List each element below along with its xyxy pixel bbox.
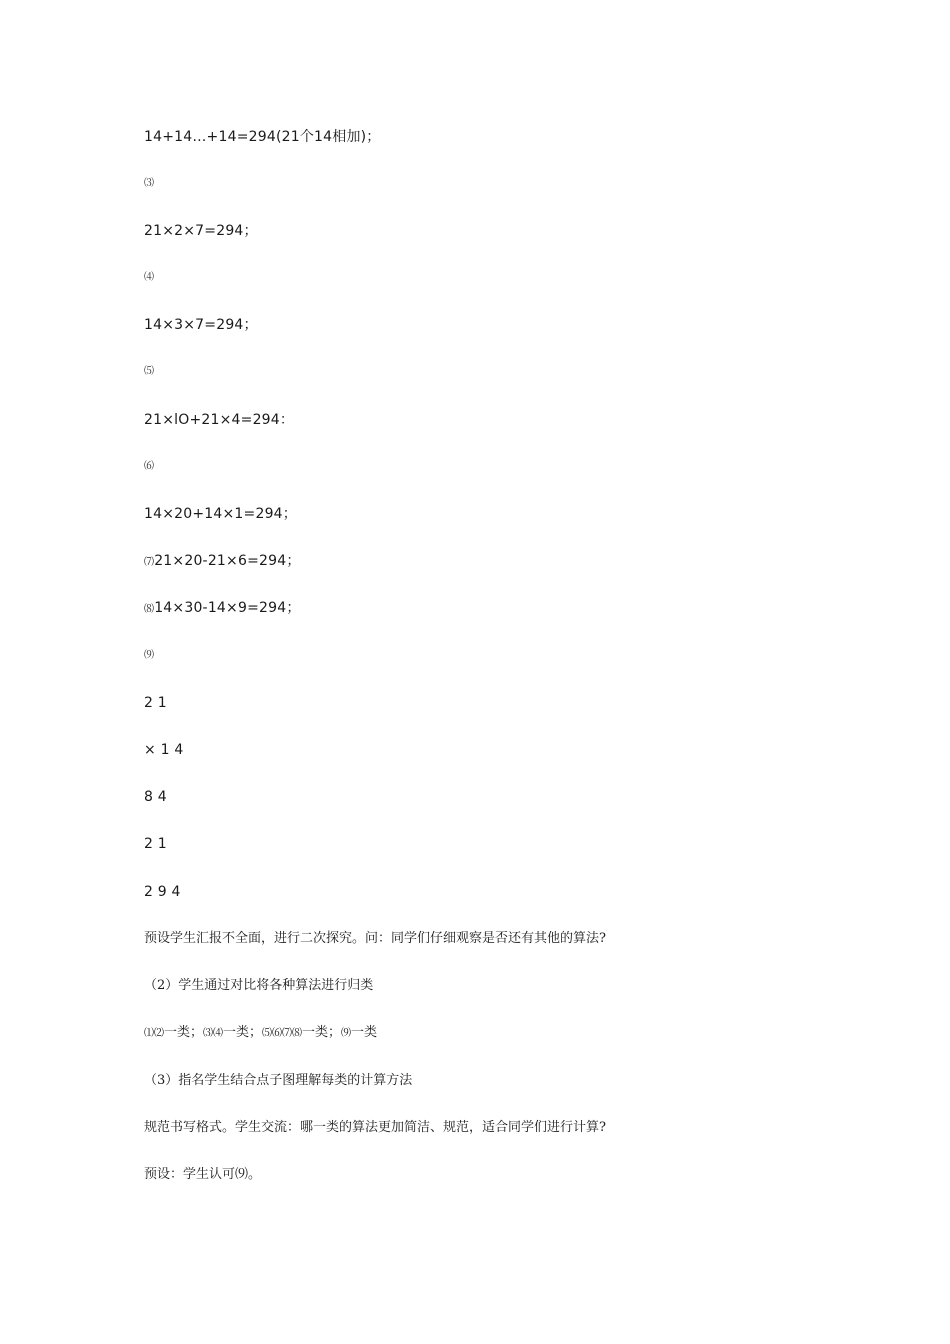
step-2-heading: （2）学生通过对比将各种算法进行归类 <box>144 978 374 993</box>
paragraph-writing-format: 规范书写格式。学生交流：哪一类的算法更加简洁、规范，适合同学们进行计算? <box>144 1120 606 1135</box>
equation-7: 21×20-21×6=294； <box>154 553 301 569</box>
paragraph-preset-conclusion: 预设：学生认可⑼。 <box>144 1167 262 1182</box>
item-marker-5: ⑸ <box>144 366 154 377</box>
item-marker-7: ⑺ <box>144 557 155 568</box>
group-3-marks: ⑸⑹⑺⑻ <box>262 1028 303 1039</box>
equation-repeated-addition: 14+14…+14=294(21个14相加)； <box>144 129 381 145</box>
vertical-calc-row-3: 8 4 <box>144 789 167 805</box>
group-1-marks: ⑴⑵ <box>144 1028 164 1039</box>
equation-7-line <box>144 551 301 573</box>
vertical-calc-row-2: × 1 4 <box>144 742 184 758</box>
item-marker-4: ⑷ <box>144 272 154 283</box>
item-marker-6: ⑹ <box>144 461 154 472</box>
equation-8: 14×30-14×9=294； <box>154 600 301 616</box>
group-4-label: 一类 <box>351 1025 378 1040</box>
classification-line <box>144 1023 377 1044</box>
equation-3: 21×2×7=294； <box>144 223 258 239</box>
group-2-marks: ⑶⑷ <box>203 1028 224 1039</box>
group-4-marks: ⑼ <box>341 1028 352 1039</box>
paragraph-further-exploration: 预设学生汇报不全面，进行二次探究。问：同学们仔细观察是否还有其他的算法? <box>144 931 606 946</box>
item-marker-9: ⑼ <box>144 650 154 661</box>
vertical-calc-row-5: 2 9 4 <box>144 884 181 900</box>
vertical-calc-row-1: 2 1 <box>144 695 167 711</box>
equation-5: 21×lO+21×4=294： <box>144 412 295 428</box>
group-3-label: 一类； <box>302 1025 342 1040</box>
group-1-label: 一类； <box>164 1025 204 1040</box>
item-marker-8: ⑻ <box>144 604 155 615</box>
step-3-heading: （3）指名学生结合点子图理解每类的计算方法 <box>144 1073 413 1088</box>
vertical-calc-row-4: 2 1 <box>144 836 167 852</box>
equation-4: 14×3×7=294； <box>144 317 258 333</box>
equation-8-line <box>144 598 301 620</box>
item-marker-3: ⑶ <box>144 178 154 189</box>
equation-6: 14×20+14×1=294； <box>144 506 297 522</box>
group-2-label: 一类； <box>223 1025 263 1040</box>
